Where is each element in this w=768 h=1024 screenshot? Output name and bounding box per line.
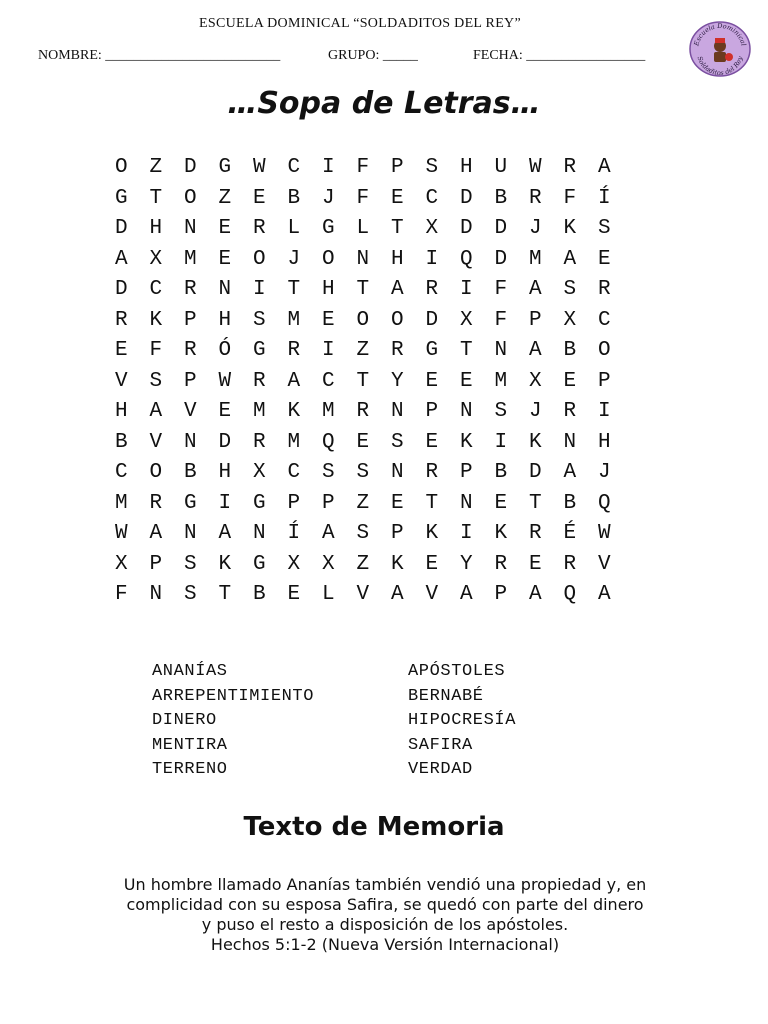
grid-cell[interactable]: R: [252, 430, 266, 454]
word-list-item: BERNABÉ: [408, 686, 484, 706]
grid-cell[interactable]: L: [287, 217, 301, 240]
grid-cell[interactable]: K: [390, 552, 404, 576]
grid-cell[interactable]: D: [425, 308, 439, 332]
grid-cell[interactable]: C: [425, 186, 439, 210]
grid-cell[interactable]: X: [114, 552, 128, 576]
grid-cell[interactable]: T: [356, 369, 370, 393]
grid-cell[interactable]: E: [390, 491, 404, 515]
grid-cell[interactable]: A: [390, 278, 404, 301]
grid-cell[interactable]: A: [114, 247, 128, 271]
grid-cell[interactable]: F: [494, 308, 508, 332]
grid-cell[interactable]: B: [287, 186, 301, 210]
word-list-item: SAFIRA: [408, 735, 473, 755]
grid-cell[interactable]: R: [563, 552, 577, 576]
grid-cell[interactable]: P: [183, 308, 197, 332]
grid-cell[interactable]: I: [218, 491, 232, 515]
grid-cell[interactable]: H: [390, 247, 404, 271]
grid-cell[interactable]: V: [149, 430, 163, 454]
grid-cell[interactable]: M: [183, 247, 197, 271]
grid-cell[interactable]: E: [528, 552, 542, 576]
grid-cell[interactable]: P: [390, 156, 404, 179]
grid-cell[interactable]: R: [528, 186, 542, 210]
grid-cell[interactable]: P: [528, 308, 542, 332]
grid-cell[interactable]: T: [356, 278, 370, 301]
grid-cell[interactable]: F: [563, 186, 577, 210]
grid-cell[interactable]: T: [528, 491, 542, 515]
grid-cell[interactable]: D: [459, 217, 473, 240]
grid-cell[interactable]: B: [114, 430, 128, 454]
logo-text-top: Escuela Dominical: [692, 21, 748, 47]
grid-cell[interactable]: R: [597, 278, 611, 301]
word-list: [152, 662, 628, 785]
grid-cell[interactable]: R: [183, 278, 197, 301]
grid-cell[interactable]: M: [494, 369, 508, 393]
grid-cell[interactable]: O: [597, 339, 611, 362]
grid-cell[interactable]: W: [114, 522, 128, 545]
grid-cell[interactable]: C: [114, 461, 128, 484]
word-list-item: DINERO: [152, 711, 217, 730]
word-list-item: APÓSTOLES: [408, 662, 506, 681]
grid-cell[interactable]: S: [321, 461, 335, 484]
grid-cell[interactable]: F: [494, 278, 508, 301]
grid-cell[interactable]: R: [563, 400, 577, 423]
grid-cell[interactable]: W: [528, 156, 542, 179]
grid-cell[interactable]: J: [597, 461, 611, 484]
grid-cell[interactable]: X: [563, 308, 577, 332]
grid-cell[interactable]: K: [528, 430, 542, 454]
grid-cell[interactable]: E: [425, 552, 439, 576]
grid-cell[interactable]: E: [494, 491, 508, 515]
grid-cell[interactable]: G: [218, 156, 232, 179]
grid-cell[interactable]: S: [425, 156, 439, 179]
grid-cell[interactable]: S: [494, 400, 508, 423]
grid-cell[interactable]: H: [218, 461, 232, 484]
grid-cell[interactable]: N: [218, 278, 232, 301]
grid-cell[interactable]: X: [252, 461, 266, 484]
grid-cell[interactable]: E: [425, 430, 439, 454]
grid-cell[interactable]: A: [597, 156, 611, 179]
grid-cell[interactable]: E: [321, 308, 335, 332]
grid-cell[interactable]: O: [149, 461, 163, 484]
grid-cell[interactable]: M: [114, 491, 128, 515]
verse-line: complicidad con su esposa Safira, se quedó con parte del dinero: [126, 895, 644, 914]
grid-cell[interactable]: O: [252, 247, 266, 271]
grid-cell[interactable]: N: [183, 522, 197, 545]
name-field[interactable]: NOMBRE: _________________________: [38, 48, 281, 63]
grid-cell[interactable]: E: [114, 339, 128, 362]
grid-cell[interactable]: T: [287, 278, 301, 301]
grid-cell[interactable]: A: [563, 247, 577, 271]
verse-line: Hechos 5:1-2 (Nueva Versión Internacional): [210, 935, 560, 954]
grid-cell[interactable]: R: [563, 156, 577, 179]
word-list-item: VERDAD: [408, 760, 473, 779]
grid-cell[interactable]: U: [494, 156, 508, 179]
grid-cell[interactable]: G: [183, 491, 197, 515]
grid-cell[interactable]: F: [149, 339, 163, 362]
grid-cell[interactable]: Ó: [218, 339, 232, 362]
grid-cell[interactable]: V: [114, 369, 128, 393]
grid-cell[interactable]: R: [390, 339, 404, 362]
grid-cell[interactable]: C: [149, 278, 163, 301]
grid-cell[interactable]: D: [528, 461, 542, 484]
grid-cell[interactable]: N: [459, 491, 473, 515]
grid-cell[interactable]: Q: [563, 583, 577, 606]
verse-line: Un hombre llamado Ananías también vendió una propiedad y, en: [123, 875, 647, 894]
grid-cell[interactable]: D: [218, 430, 232, 454]
grid-cell[interactable]: R: [149, 491, 163, 515]
page-title: …Sopa de Letras…: [227, 86, 541, 121]
grid-cell[interactable]: F: [356, 156, 370, 179]
grid-cell[interactable]: D: [494, 217, 508, 240]
grid-cell[interactable]: M: [528, 247, 542, 271]
grid-cell[interactable]: V: [183, 400, 197, 423]
grid-cell[interactable]: Z: [356, 339, 370, 362]
grid-cell[interactable]: Z: [356, 552, 370, 576]
grid-cell[interactable]: W: [218, 369, 232, 393]
grid-cell[interactable]: E: [252, 186, 266, 210]
grid-cell[interactable]: P: [425, 400, 439, 423]
grid-cell[interactable]: W: [597, 522, 611, 545]
grid-cell[interactable]: Q: [597, 491, 611, 515]
grid-cell[interactable]: N: [183, 430, 197, 454]
grid-cell[interactable]: D: [494, 247, 508, 271]
grid-cell[interactable]: H: [597, 430, 611, 454]
grid-cell[interactable]: D: [114, 217, 128, 240]
grid-cell[interactable]: G: [114, 186, 128, 210]
grid-cell[interactable]: X: [149, 247, 163, 271]
grid-cell[interactable]: I: [321, 339, 335, 362]
grid-cell[interactable]: B: [563, 491, 577, 515]
grid-cell[interactable]: N: [356, 247, 370, 271]
grid-cell[interactable]: Z: [356, 491, 370, 515]
grid-cell[interactable]: V: [597, 552, 611, 576]
grid-cell[interactable]: A: [218, 522, 232, 545]
grid-cell[interactable]: A: [390, 583, 404, 606]
grid-cell[interactable]: E: [390, 186, 404, 210]
grid-cell[interactable]: S: [183, 552, 197, 576]
grid-cell[interactable]: A: [563, 461, 577, 484]
grid-cell[interactable]: H: [321, 278, 335, 301]
group-field[interactable]: GRUPO: _____: [328, 48, 418, 63]
grid-cell[interactable]: H: [114, 400, 128, 423]
grid-cell[interactable]: I: [459, 278, 473, 301]
grid-cell[interactable]: C: [287, 461, 301, 484]
grid-cell[interactable]: Í: [597, 186, 611, 210]
grid-cell[interactable]: I: [425, 247, 439, 271]
grid-cell[interactable]: P: [321, 491, 335, 515]
school-logo: [688, 20, 752, 78]
grid-cell[interactable]: P: [459, 461, 473, 484]
grid-cell[interactable]: É: [563, 522, 577, 545]
grid-cell[interactable]: F: [356, 186, 370, 210]
grid-cell[interactable]: S: [183, 583, 197, 606]
grid-cell[interactable]: A: [287, 369, 301, 393]
grid-cell[interactable]: H: [149, 217, 163, 240]
grid-cell[interactable]: Z: [218, 186, 232, 210]
grid-cell[interactable]: G: [425, 339, 439, 362]
grid-cell[interactable]: X: [425, 217, 439, 240]
grid-cell[interactable]: C: [321, 369, 335, 393]
grid-cell[interactable]: E: [425, 369, 439, 393]
grid-cell[interactable]: M: [287, 430, 301, 454]
grid-cell[interactable]: Q: [459, 247, 473, 271]
grid-cell[interactable]: R: [425, 278, 439, 301]
word-list-item: ARREPENTIMIENTO: [152, 686, 315, 706]
grid-cell[interactable]: O: [390, 308, 404, 332]
grid-cell[interactable]: R: [252, 217, 266, 240]
grid-cell[interactable]: R: [425, 461, 439, 484]
grid-cell[interactable]: X: [528, 369, 542, 393]
grid-cell[interactable]: R: [114, 308, 128, 332]
grid-cell[interactable]: S: [252, 308, 266, 332]
word-list-item: MENTIRA: [152, 735, 228, 755]
grid-cell[interactable]: N: [390, 400, 404, 423]
grid-cell[interactable]: O: [114, 156, 128, 179]
grid-cell[interactable]: O: [321, 247, 335, 271]
grid-cell[interactable]: Y: [390, 369, 404, 393]
grid-cell[interactable]: G: [252, 491, 266, 515]
grid-cell[interactable]: A: [459, 583, 473, 606]
word-list-item: TERRENO: [152, 760, 228, 779]
grid-cell[interactable]: S: [149, 369, 163, 393]
grid-cell[interactable]: H: [218, 308, 232, 332]
grid-cell[interactable]: N: [390, 461, 404, 484]
grid-cell[interactable]: B: [252, 583, 266, 606]
grid-cell[interactable]: D: [114, 278, 128, 301]
grid-cell[interactable]: A: [597, 583, 611, 606]
grid-cell[interactable]: I: [321, 156, 335, 179]
grid-cell[interactable]: C: [597, 308, 611, 332]
grid-cell[interactable]: J: [321, 186, 335, 210]
grid-cell[interactable]: P: [390, 522, 404, 545]
grid-cell[interactable]: E: [218, 217, 232, 240]
grid-cell[interactable]: J: [287, 247, 301, 271]
grid-cell[interactable]: V: [356, 583, 370, 606]
grid-cell[interactable]: N: [183, 217, 197, 240]
memory-title: Texto de Memoria: [243, 812, 505, 842]
grid-cell[interactable]: V: [425, 583, 439, 606]
grid-cell[interactable]: S: [356, 522, 370, 545]
grid-cell[interactable]: I: [597, 400, 611, 423]
grid-cell[interactable]: Q: [321, 430, 335, 454]
grid-cell[interactable]: I: [494, 430, 508, 454]
grid-cell[interactable]: B: [494, 461, 508, 484]
grid-cell[interactable]: E: [356, 430, 370, 454]
grid-cell[interactable]: X: [459, 308, 473, 332]
grid-cell[interactable]: J: [528, 400, 542, 423]
grid-cell[interactable]: T: [390, 217, 404, 240]
grid-cell[interactable]: C: [287, 156, 301, 179]
grid-cell[interactable]: B: [183, 461, 197, 484]
grid-cell[interactable]: G: [252, 339, 266, 362]
grid-cell[interactable]: X: [287, 552, 301, 576]
grid-cell[interactable]: K: [563, 217, 577, 240]
grid-cell[interactable]: E: [563, 369, 577, 393]
grid-cell[interactable]: A: [528, 583, 542, 606]
grid-cell[interactable]: K: [494, 522, 508, 545]
word-search-grid: [104, 153, 622, 611]
grid-cell[interactable]: M: [287, 308, 301, 332]
grid-cell[interactable]: K: [287, 400, 301, 423]
grid-cell[interactable]: D: [183, 156, 197, 179]
grid-cell[interactable]: P: [597, 369, 611, 393]
grid-cell[interactable]: D: [459, 186, 473, 210]
grid-cell[interactable]: E: [218, 400, 232, 423]
grid-cell[interactable]: E: [459, 369, 473, 393]
grid-cell[interactable]: T: [459, 339, 473, 362]
grid-cell[interactable]: R: [183, 339, 197, 362]
grid-cell[interactable]: R: [528, 522, 542, 545]
grid-cell[interactable]: G: [321, 217, 335, 240]
grid-cell[interactable]: P: [183, 369, 197, 393]
memory-verse: [40, 875, 730, 955]
school-name: ESCUELA DOMINICAL “SOLDADITOS DEL REY”: [199, 16, 521, 31]
grid-cell[interactable]: A: [149, 522, 163, 545]
grid-cell[interactable]: T: [149, 186, 163, 210]
grid-cell[interactable]: S: [356, 461, 370, 484]
grid-cell[interactable]: L: [321, 583, 335, 606]
grid-cell[interactable]: M: [321, 400, 335, 423]
verse-line: y puso el resto a disposición de los apóstoles.: [201, 915, 569, 934]
grid-cell[interactable]: R: [494, 552, 508, 576]
grid-cell[interactable]: R: [252, 369, 266, 393]
grid-cell[interactable]: A: [528, 339, 542, 362]
date-field[interactable]: FECHA: _________________: [473, 48, 646, 63]
grid-cell[interactable]: M: [252, 400, 266, 423]
grid-cell[interactable]: S: [597, 217, 611, 240]
grid-cell[interactable]: N: [459, 400, 473, 423]
grid-cell[interactable]: R: [287, 339, 301, 362]
grid-cell[interactable]: E: [597, 247, 611, 271]
grid-cell[interactable]: N: [563, 430, 577, 454]
logo-text-bottom: Soldaditos del Rey: [695, 55, 745, 78]
grid-cell[interactable]: R: [356, 400, 370, 423]
grid-cell[interactable]: N: [252, 522, 266, 545]
grid-cell[interactable]: A: [321, 522, 335, 545]
grid-cell[interactable]: I: [252, 278, 266, 301]
grid-cell[interactable]: P: [287, 491, 301, 515]
grid-cell[interactable]: P: [149, 552, 163, 576]
grid-cell[interactable]: J: [528, 217, 542, 240]
grid-cell[interactable]: I: [459, 522, 473, 545]
grid-cell[interactable]: K: [459, 430, 473, 454]
grid-cell[interactable]: L: [356, 217, 370, 240]
grid-cell[interactable]: P: [494, 583, 508, 606]
grid-cell[interactable]: A: [528, 278, 542, 301]
grid-cell[interactable]: B: [494, 186, 508, 210]
grid-cell[interactable]: T: [218, 583, 232, 606]
word-list-item: ANANÍAS: [152, 662, 228, 681]
grid-cell[interactable]: Í: [287, 522, 301, 545]
grid-cell[interactable]: K: [425, 522, 439, 545]
grid-cell[interactable]: K: [149, 308, 163, 332]
grid-cell[interactable]: T: [425, 491, 439, 515]
grid-cell[interactable]: N: [149, 583, 163, 606]
grid-cell[interactable]: B: [563, 339, 577, 362]
grid-cell[interactable]: G: [252, 552, 266, 576]
grid-cell[interactable]: E: [287, 583, 301, 606]
grid-cell[interactable]: A: [149, 400, 163, 423]
word-list-item: HIPOCRESÍA: [408, 711, 517, 730]
grid-cell[interactable]: X: [321, 552, 335, 576]
grid-cell[interactable]: K: [218, 552, 232, 576]
grid-cell[interactable]: Y: [459, 552, 473, 576]
grid-cell[interactable]: O: [356, 308, 370, 332]
grid-cell[interactable]: O: [183, 186, 197, 210]
grid-cell[interactable]: S: [390, 430, 404, 454]
grid-cell[interactable]: W: [252, 156, 266, 179]
grid-cell[interactable]: F: [114, 583, 128, 606]
grid-cell[interactable]: H: [459, 156, 473, 179]
grid-cell[interactable]: N: [494, 339, 508, 362]
grid-cell[interactable]: E: [218, 247, 232, 271]
grid-cell[interactable]: Z: [149, 156, 163, 179]
grid-cell[interactable]: S: [563, 278, 577, 301]
